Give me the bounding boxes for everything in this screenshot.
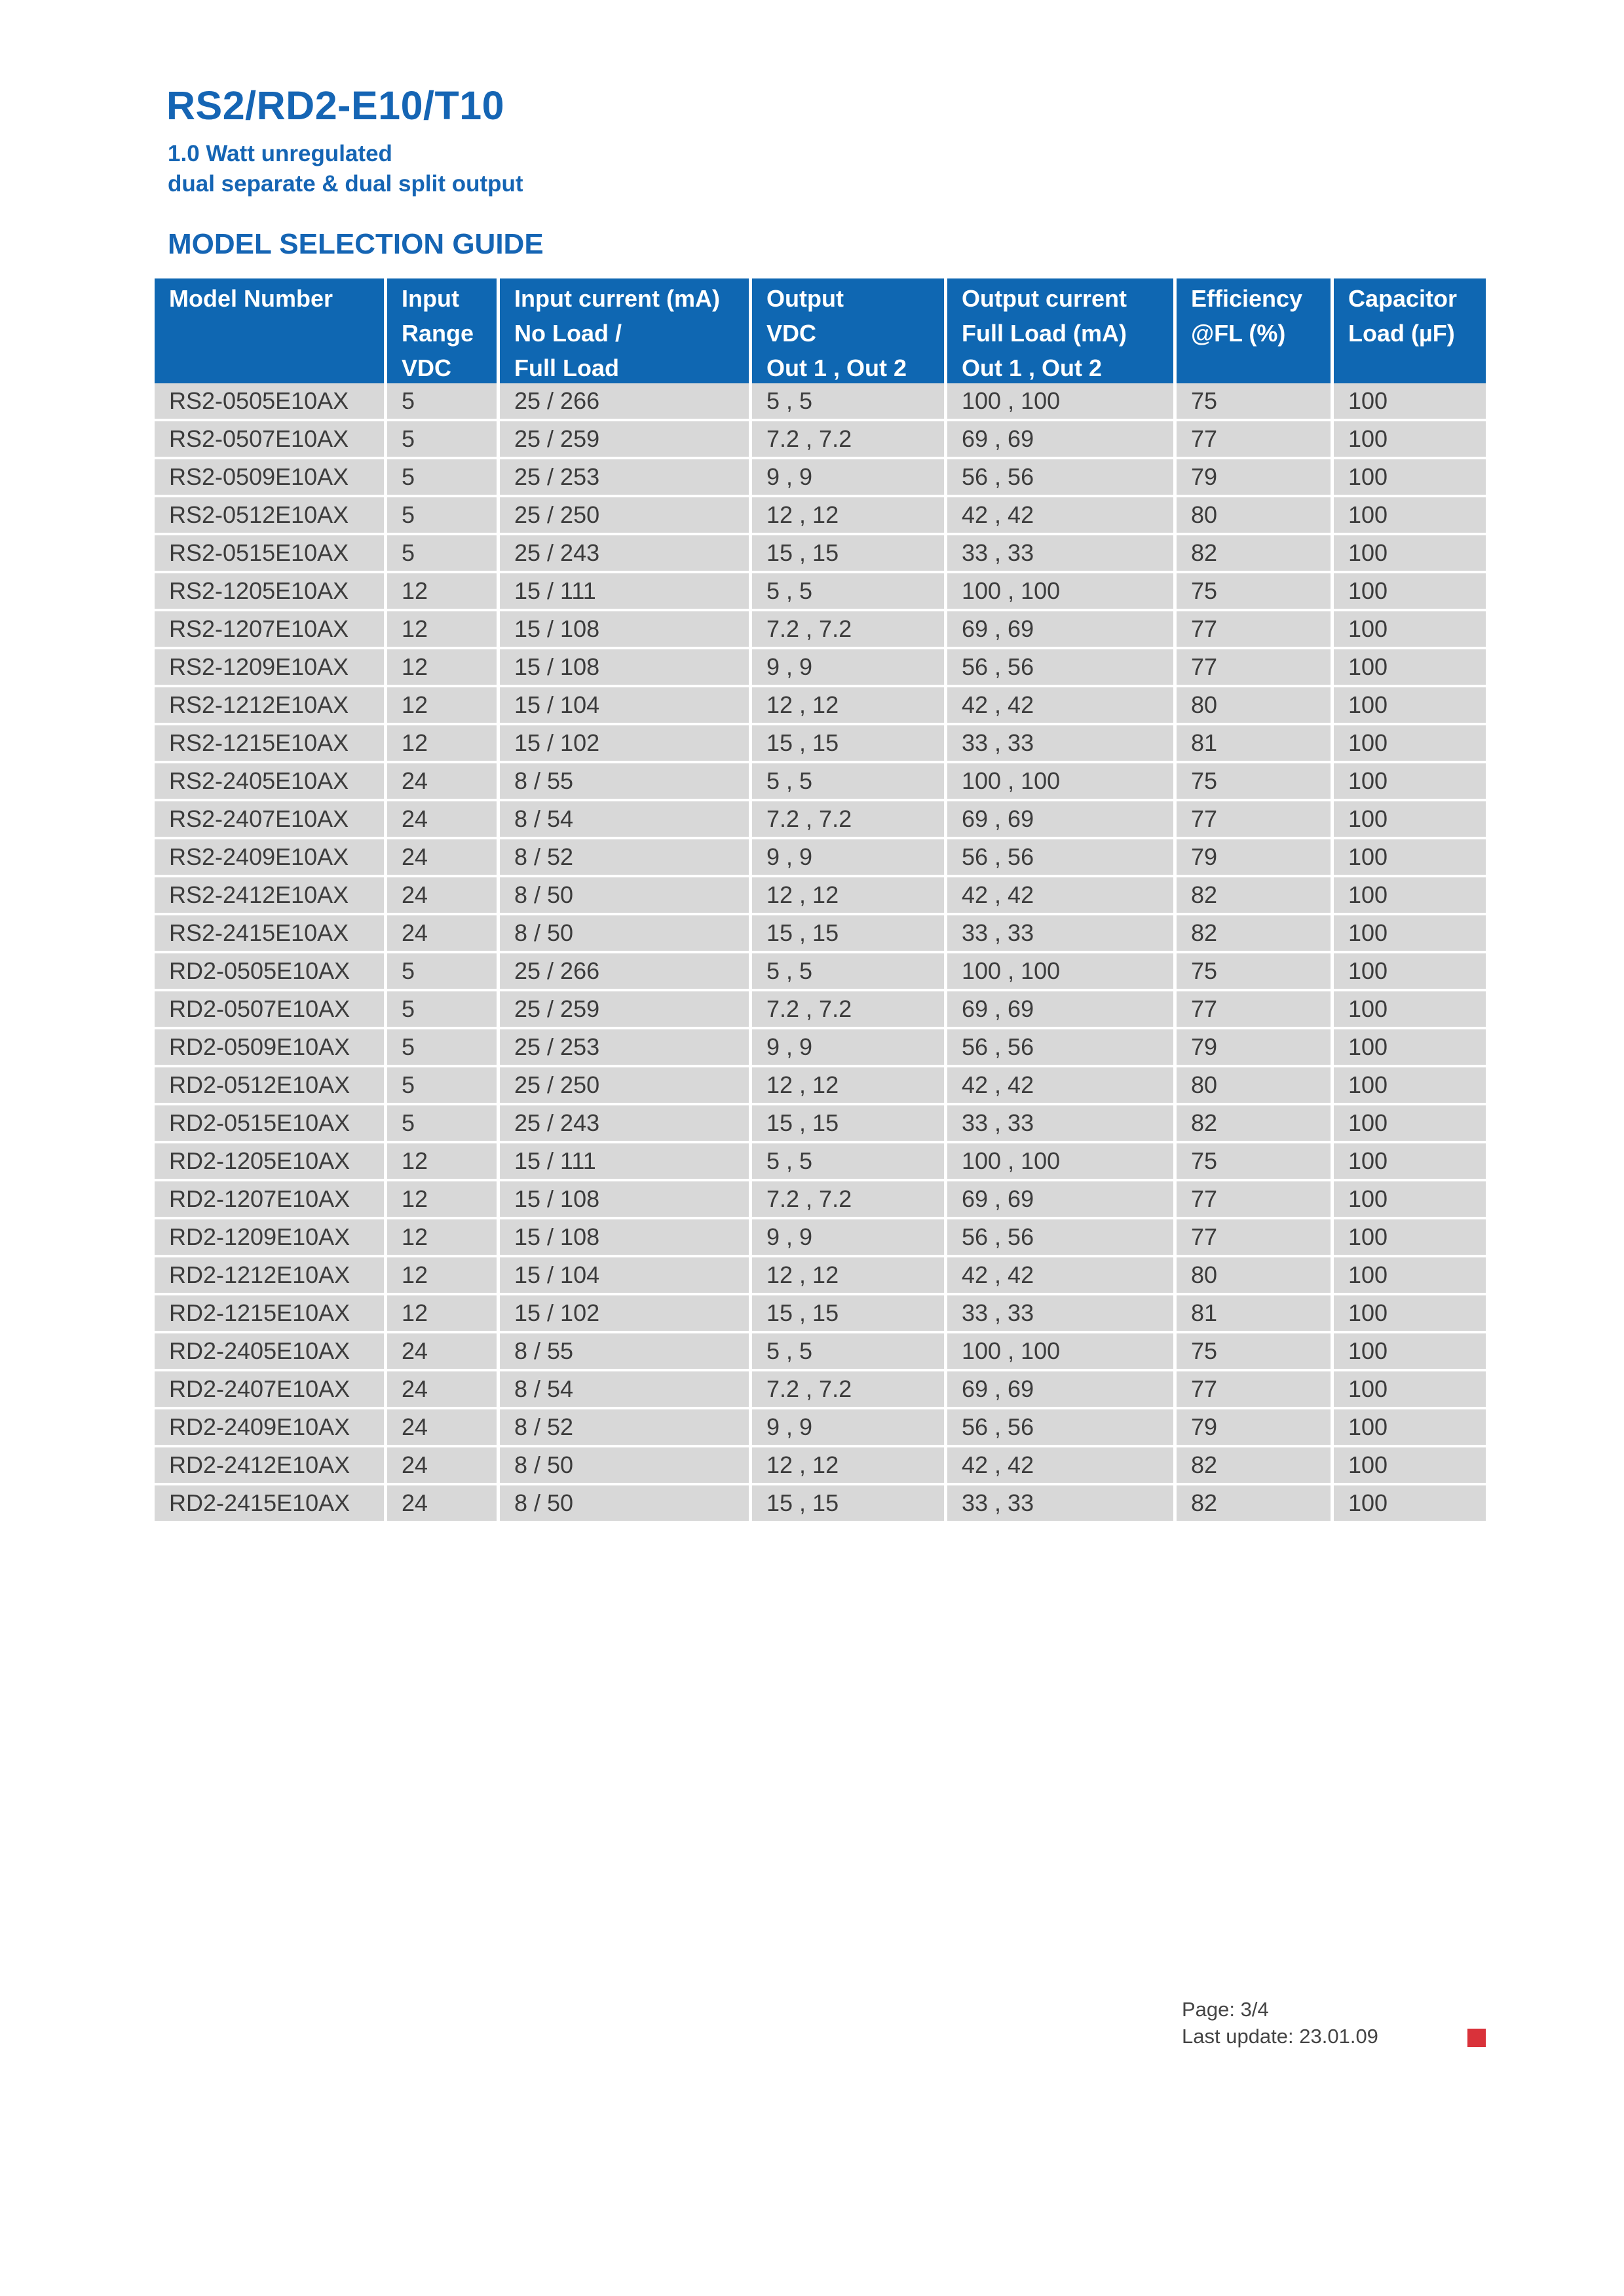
header-input-range (387, 278, 500, 383)
cell-capacitor-load: 100 (1334, 953, 1486, 989)
cell-model-number: RS2-1205E10AX (155, 573, 387, 609)
cell-efficiency: 79 (1177, 1029, 1334, 1065)
cell-output-vdc: 15 , 15 (752, 1485, 947, 1521)
cell-input-range: 12 (387, 1295, 500, 1331)
cell-capacitor-load: 100 (1334, 611, 1486, 647)
cell-output-current: 56 , 56 (947, 1029, 1177, 1065)
cell-efficiency: 75 (1177, 383, 1334, 419)
cell-output-current: 100 , 100 (947, 1143, 1177, 1179)
cell-input-range: 12 (387, 1219, 500, 1255)
table-row (155, 1067, 1486, 1105)
cell-output-current: 100 , 100 (947, 953, 1177, 989)
red-square-marker (1467, 2029, 1486, 2047)
cell-model-number: RS2-0512E10AX (155, 497, 387, 533)
cell-input-range: 5 (387, 421, 500, 457)
cell-capacitor-load: 100 (1334, 877, 1486, 913)
cell-capacitor-load: 100 (1334, 1029, 1486, 1065)
cell-efficiency: 82 (1177, 1105, 1334, 1141)
cell-model-number: RS2-2412E10AX (155, 877, 387, 913)
cell-output-vdc: 15 , 15 (752, 915, 947, 951)
cell-efficiency: 75 (1177, 953, 1334, 989)
cell-input-range: 5 (387, 535, 500, 571)
cell-output-vdc: 9 , 9 (752, 459, 947, 495)
header-line: Model Number (169, 285, 333, 312)
cell-model-number: RS2-2405E10AX (155, 763, 387, 799)
cell-output-current: 33 , 33 (947, 1105, 1177, 1141)
cell-efficiency: 81 (1177, 725, 1334, 761)
cell-efficiency: 82 (1177, 877, 1334, 913)
table-row (155, 535, 1486, 573)
cell-input-current: 8 / 52 (500, 839, 752, 875)
header-line: Full Load (mA) (962, 320, 1127, 347)
cell-model-number: RD2-0515E10AX (155, 1105, 387, 1141)
cell-output-current: 100 , 100 (947, 763, 1177, 799)
section-title: MODEL SELECTION GUIDE (168, 228, 544, 260)
cell-output-current: 56 , 56 (947, 649, 1177, 685)
cell-input-current: 15 / 108 (500, 1219, 752, 1255)
cell-efficiency: 77 (1177, 611, 1334, 647)
cell-capacitor-load: 100 (1334, 801, 1486, 837)
cell-output-vdc: 9 , 9 (752, 1219, 947, 1255)
cell-input-range: 12 (387, 725, 500, 761)
cell-output-current: 42 , 42 (947, 1257, 1177, 1293)
cell-capacitor-load: 100 (1334, 763, 1486, 799)
cell-capacitor-load: 100 (1334, 421, 1486, 457)
cell-capacitor-load: 100 (1334, 1371, 1486, 1407)
cell-output-vdc: 5 , 5 (752, 383, 947, 419)
cell-input-range: 24 (387, 1409, 500, 1445)
cell-model-number: RS2-0515E10AX (155, 535, 387, 571)
table-row (155, 421, 1486, 459)
cell-output-vdc: 15 , 15 (752, 725, 947, 761)
cell-capacitor-load: 100 (1334, 1143, 1486, 1179)
cell-output-current: 100 , 100 (947, 383, 1177, 419)
cell-input-current: 8 / 50 (500, 1485, 752, 1521)
cell-output-vdc: 7.2 , 7.2 (752, 1181, 947, 1217)
cell-capacitor-load: 100 (1334, 1409, 1486, 1445)
subtitle-line-1: 1.0 Watt unregulated (168, 141, 392, 166)
cell-capacitor-load: 100 (1334, 1105, 1486, 1141)
cell-output-vdc: 9 , 9 (752, 1409, 947, 1445)
cell-output-current: 33 , 33 (947, 1485, 1177, 1521)
cell-input-current: 25 / 243 (500, 1105, 752, 1141)
cell-input-range: 5 (387, 953, 500, 989)
cell-output-current: 42 , 42 (947, 1067, 1177, 1103)
table-row (155, 1219, 1486, 1257)
cell-efficiency: 82 (1177, 535, 1334, 571)
cell-output-vdc: 15 , 15 (752, 1105, 947, 1141)
cell-model-number: RD2-1209E10AX (155, 1219, 387, 1255)
cell-input-range: 24 (387, 1447, 500, 1483)
table-row (155, 459, 1486, 497)
cell-output-vdc: 9 , 9 (752, 1029, 947, 1065)
table-row (155, 991, 1486, 1029)
last-update: Last update: 23.01.09 (1182, 2025, 1378, 2048)
cell-output-vdc: 15 , 15 (752, 1295, 947, 1331)
cell-efficiency: 82 (1177, 915, 1334, 951)
cell-efficiency: 80 (1177, 1257, 1334, 1293)
cell-efficiency: 75 (1177, 1333, 1334, 1369)
cell-model-number: RD2-2415E10AX (155, 1485, 387, 1521)
cell-capacitor-load: 100 (1334, 1333, 1486, 1369)
cell-output-current: 69 , 69 (947, 611, 1177, 647)
cell-input-current: 25 / 250 (500, 497, 752, 533)
cell-model-number: RD2-2409E10AX (155, 1409, 387, 1445)
cell-input-current: 25 / 250 (500, 1067, 752, 1103)
cell-input-current: 15 / 111 (500, 1143, 752, 1179)
cell-output-current: 42 , 42 (947, 687, 1177, 723)
cell-efficiency: 79 (1177, 1409, 1334, 1445)
table-row (155, 1105, 1486, 1143)
cell-output-current: 56 , 56 (947, 1219, 1177, 1255)
cell-input-current: 25 / 253 (500, 459, 752, 495)
table-row (155, 1181, 1486, 1219)
cell-efficiency: 77 (1177, 801, 1334, 837)
cell-input-current: 8 / 50 (500, 1447, 752, 1483)
cell-output-current: 69 , 69 (947, 1181, 1177, 1217)
cell-model-number: RD2-0509E10AX (155, 1029, 387, 1065)
header-line: Range (402, 320, 474, 347)
cell-efficiency: 77 (1177, 1219, 1334, 1255)
cell-output-current: 33 , 33 (947, 915, 1177, 951)
cell-output-vdc: 5 , 5 (752, 763, 947, 799)
cell-output-vdc: 12 , 12 (752, 687, 947, 723)
table-row (155, 801, 1486, 839)
cell-capacitor-load: 100 (1334, 1295, 1486, 1331)
cell-capacitor-load: 100 (1334, 535, 1486, 571)
table-row (155, 497, 1486, 535)
table-row (155, 611, 1486, 649)
cell-input-current: 25 / 259 (500, 421, 752, 457)
header-line: Output (766, 285, 844, 312)
table-row (155, 1257, 1486, 1295)
subtitle-line-2: dual separate & dual split output (168, 171, 523, 197)
cell-efficiency: 77 (1177, 991, 1334, 1027)
cell-input-range: 12 (387, 1143, 500, 1179)
table-row (155, 687, 1486, 725)
cell-efficiency: 79 (1177, 459, 1334, 495)
cell-capacitor-load: 100 (1334, 1067, 1486, 1103)
cell-output-vdc: 12 , 12 (752, 1257, 947, 1293)
cell-model-number: RS2-2415E10AX (155, 915, 387, 951)
header-line: Output current (962, 285, 1127, 312)
cell-model-number: RS2-0505E10AX (155, 383, 387, 419)
cell-output-current: 56 , 56 (947, 1409, 1177, 1445)
cell-output-vdc: 12 , 12 (752, 497, 947, 533)
cell-efficiency: 77 (1177, 1371, 1334, 1407)
cell-input-range: 12 (387, 1181, 500, 1217)
header-line: Load (µF) (1348, 320, 1455, 347)
header-line: Efficiency (1191, 285, 1303, 312)
cell-input-range: 24 (387, 1371, 500, 1407)
table-row (155, 953, 1486, 991)
cell-input-current: 15 / 108 (500, 1181, 752, 1217)
cell-capacitor-load: 100 (1334, 649, 1486, 685)
header-line: Full Load (514, 354, 619, 381)
cell-output-vdc: 7.2 , 7.2 (752, 1371, 947, 1407)
cell-efficiency: 80 (1177, 497, 1334, 533)
cell-model-number: RS2-1209E10AX (155, 649, 387, 685)
cell-output-vdc: 7.2 , 7.2 (752, 801, 947, 837)
cell-output-vdc: 12 , 12 (752, 1447, 947, 1483)
cell-input-range: 12 (387, 573, 500, 609)
table-row (155, 573, 1486, 611)
table-row (155, 1447, 1486, 1485)
cell-model-number: RD2-0512E10AX (155, 1067, 387, 1103)
cell-input-range: 5 (387, 459, 500, 495)
cell-efficiency: 79 (1177, 839, 1334, 875)
cell-efficiency: 82 (1177, 1485, 1334, 1521)
cell-output-vdc: 9 , 9 (752, 839, 947, 875)
table-body (155, 383, 1486, 1523)
cell-input-range: 5 (387, 1067, 500, 1103)
header-capacitor-load (1334, 278, 1486, 383)
cell-model-number: RD2-1215E10AX (155, 1295, 387, 1331)
cell-model-number: RS2-2407E10AX (155, 801, 387, 837)
cell-model-number: RD2-0505E10AX (155, 953, 387, 989)
cell-efficiency: 75 (1177, 573, 1334, 609)
table-row (155, 725, 1486, 763)
cell-output-vdc: 9 , 9 (752, 649, 947, 685)
table-row (155, 1485, 1486, 1523)
cell-input-current: 8 / 55 (500, 763, 752, 799)
cell-output-current: 100 , 100 (947, 1333, 1177, 1369)
cell-capacitor-load: 100 (1334, 839, 1486, 875)
cell-output-vdc: 7.2 , 7.2 (752, 421, 947, 457)
cell-capacitor-load: 100 (1334, 573, 1486, 609)
table-row (155, 1409, 1486, 1447)
cell-model-number: RS2-2409E10AX (155, 839, 387, 875)
table-row (155, 649, 1486, 687)
cell-capacitor-load: 100 (1334, 1219, 1486, 1255)
table-row (155, 763, 1486, 801)
cell-output-vdc: 5 , 5 (752, 573, 947, 609)
cell-input-current: 25 / 266 (500, 953, 752, 989)
page-number: Page: 3/4 (1182, 1998, 1269, 2021)
header-line: @FL (%) (1191, 320, 1286, 347)
table-row (155, 877, 1486, 915)
cell-output-vdc: 12 , 12 (752, 877, 947, 913)
cell-input-range: 5 (387, 383, 500, 419)
cell-model-number: RS2-1215E10AX (155, 725, 387, 761)
header-line: Capacitor (1348, 285, 1458, 312)
cell-model-number: RD2-1212E10AX (155, 1257, 387, 1293)
cell-input-current: 25 / 243 (500, 535, 752, 571)
document-title: RS2/RD2-E10/T10 (166, 83, 505, 128)
cell-output-vdc: 5 , 5 (752, 1143, 947, 1179)
cell-output-current: 69 , 69 (947, 991, 1177, 1027)
cell-input-range: 24 (387, 915, 500, 951)
table-row (155, 1029, 1486, 1067)
cell-capacitor-load: 100 (1334, 1257, 1486, 1293)
cell-capacitor-load: 100 (1334, 991, 1486, 1027)
header-line: Out 1 , Out 2 (962, 354, 1103, 381)
cell-output-current: 33 , 33 (947, 1295, 1177, 1331)
table-row (155, 1333, 1486, 1371)
cell-output-current: 42 , 42 (947, 877, 1177, 913)
table-row (155, 1295, 1486, 1333)
header-efficiency (1177, 278, 1334, 383)
cell-capacitor-load: 100 (1334, 459, 1486, 495)
header-line: VDC (766, 320, 817, 347)
cell-input-current: 15 / 104 (500, 1257, 752, 1293)
cell-output-current: 42 , 42 (947, 497, 1177, 533)
cell-model-number: RS2-1212E10AX (155, 687, 387, 723)
cell-input-range: 24 (387, 839, 500, 875)
cell-output-current: 69 , 69 (947, 801, 1177, 837)
table-row (155, 383, 1486, 421)
cell-output-current: 42 , 42 (947, 1447, 1177, 1483)
cell-input-current: 15 / 102 (500, 1295, 752, 1331)
header-output-vdc (752, 278, 947, 383)
cell-input-range: 5 (387, 1029, 500, 1065)
cell-efficiency: 80 (1177, 1067, 1334, 1103)
cell-input-current: 15 / 104 (500, 687, 752, 723)
header-model-number (155, 278, 387, 383)
cell-output-current: 33 , 33 (947, 725, 1177, 761)
cell-input-current: 25 / 253 (500, 1029, 752, 1065)
cell-efficiency: 77 (1177, 1181, 1334, 1217)
table-row (155, 839, 1486, 877)
cell-capacitor-load: 100 (1334, 915, 1486, 951)
header-line: Input (402, 285, 459, 312)
cell-output-current: 100 , 100 (947, 573, 1177, 609)
cell-input-current: 8 / 55 (500, 1333, 752, 1369)
cell-output-vdc: 5 , 5 (752, 1333, 947, 1369)
cell-model-number: RD2-1207E10AX (155, 1181, 387, 1217)
cell-output-vdc: 7.2 , 7.2 (752, 991, 947, 1027)
cell-input-current: 15 / 108 (500, 611, 752, 647)
cell-output-vdc: 5 , 5 (752, 953, 947, 989)
cell-input-range: 5 (387, 1105, 500, 1141)
cell-input-current: 8 / 54 (500, 801, 752, 837)
cell-input-range: 12 (387, 1257, 500, 1293)
header-line: Input current (mA) (514, 285, 720, 312)
header-line: VDC (402, 354, 452, 381)
cell-capacitor-load: 100 (1334, 725, 1486, 761)
cell-model-number: RD2-2405E10AX (155, 1333, 387, 1369)
cell-output-current: 56 , 56 (947, 459, 1177, 495)
cell-output-current: 69 , 69 (947, 421, 1177, 457)
cell-output-current: 56 , 56 (947, 839, 1177, 875)
cell-efficiency: 75 (1177, 1143, 1334, 1179)
cell-output-current: 69 , 69 (947, 1371, 1177, 1407)
cell-model-number: RD2-1205E10AX (155, 1143, 387, 1179)
cell-capacitor-load: 100 (1334, 1485, 1486, 1521)
cell-input-range: 24 (387, 1485, 500, 1521)
table-row (155, 1143, 1486, 1181)
cell-capacitor-load: 100 (1334, 1181, 1486, 1217)
cell-efficiency: 81 (1177, 1295, 1334, 1331)
cell-output-vdc: 12 , 12 (752, 1067, 947, 1103)
table-row (155, 1371, 1486, 1409)
cell-input-current: 15 / 108 (500, 649, 752, 685)
cell-output-vdc: 7.2 , 7.2 (752, 611, 947, 647)
cell-model-number: RS2-1207E10AX (155, 611, 387, 647)
cell-input-current: 8 / 50 (500, 915, 752, 951)
cell-input-current: 8 / 52 (500, 1409, 752, 1445)
cell-input-range: 5 (387, 991, 500, 1027)
cell-efficiency: 82 (1177, 1447, 1334, 1483)
cell-capacitor-load: 100 (1334, 383, 1486, 419)
cell-input-current: 8 / 54 (500, 1371, 752, 1407)
cell-input-range: 24 (387, 763, 500, 799)
table-row (155, 915, 1486, 953)
cell-model-number: RD2-0507E10AX (155, 991, 387, 1027)
cell-model-number: RS2-0507E10AX (155, 421, 387, 457)
cell-input-range: 24 (387, 801, 500, 837)
header-line: Out 1 , Out 2 (766, 354, 907, 381)
cell-input-range: 24 (387, 877, 500, 913)
model-selection-table (155, 278, 1486, 1523)
cell-input-range: 5 (387, 497, 500, 533)
cell-input-current: 8 / 50 (500, 877, 752, 913)
cell-efficiency: 77 (1177, 649, 1334, 685)
table-header-row (155, 278, 1486, 383)
cell-model-number: RS2-0509E10AX (155, 459, 387, 495)
cell-input-range: 12 (387, 611, 500, 647)
cell-input-current: 25 / 266 (500, 383, 752, 419)
cell-output-vdc: 15 , 15 (752, 535, 947, 571)
cell-model-number: RD2-2407E10AX (155, 1371, 387, 1407)
cell-efficiency: 80 (1177, 687, 1334, 723)
cell-input-current: 15 / 102 (500, 725, 752, 761)
header-line: No Load / (514, 320, 622, 347)
header-input-current (500, 278, 752, 383)
cell-input-current: 25 / 259 (500, 991, 752, 1027)
cell-model-number: RD2-2412E10AX (155, 1447, 387, 1483)
cell-efficiency: 77 (1177, 421, 1334, 457)
cell-input-range: 12 (387, 687, 500, 723)
cell-output-current: 33 , 33 (947, 535, 1177, 571)
cell-input-current: 15 / 111 (500, 573, 752, 609)
cell-capacitor-load: 100 (1334, 1447, 1486, 1483)
cell-input-range: 12 (387, 649, 500, 685)
page-footer (1182, 1996, 1378, 2050)
cell-input-range: 24 (387, 1333, 500, 1369)
cell-capacitor-load: 100 (1334, 497, 1486, 533)
header-output-current (947, 278, 1177, 383)
cell-capacitor-load: 100 (1334, 687, 1486, 723)
document-subtitle (168, 139, 523, 199)
cell-efficiency: 75 (1177, 763, 1334, 799)
